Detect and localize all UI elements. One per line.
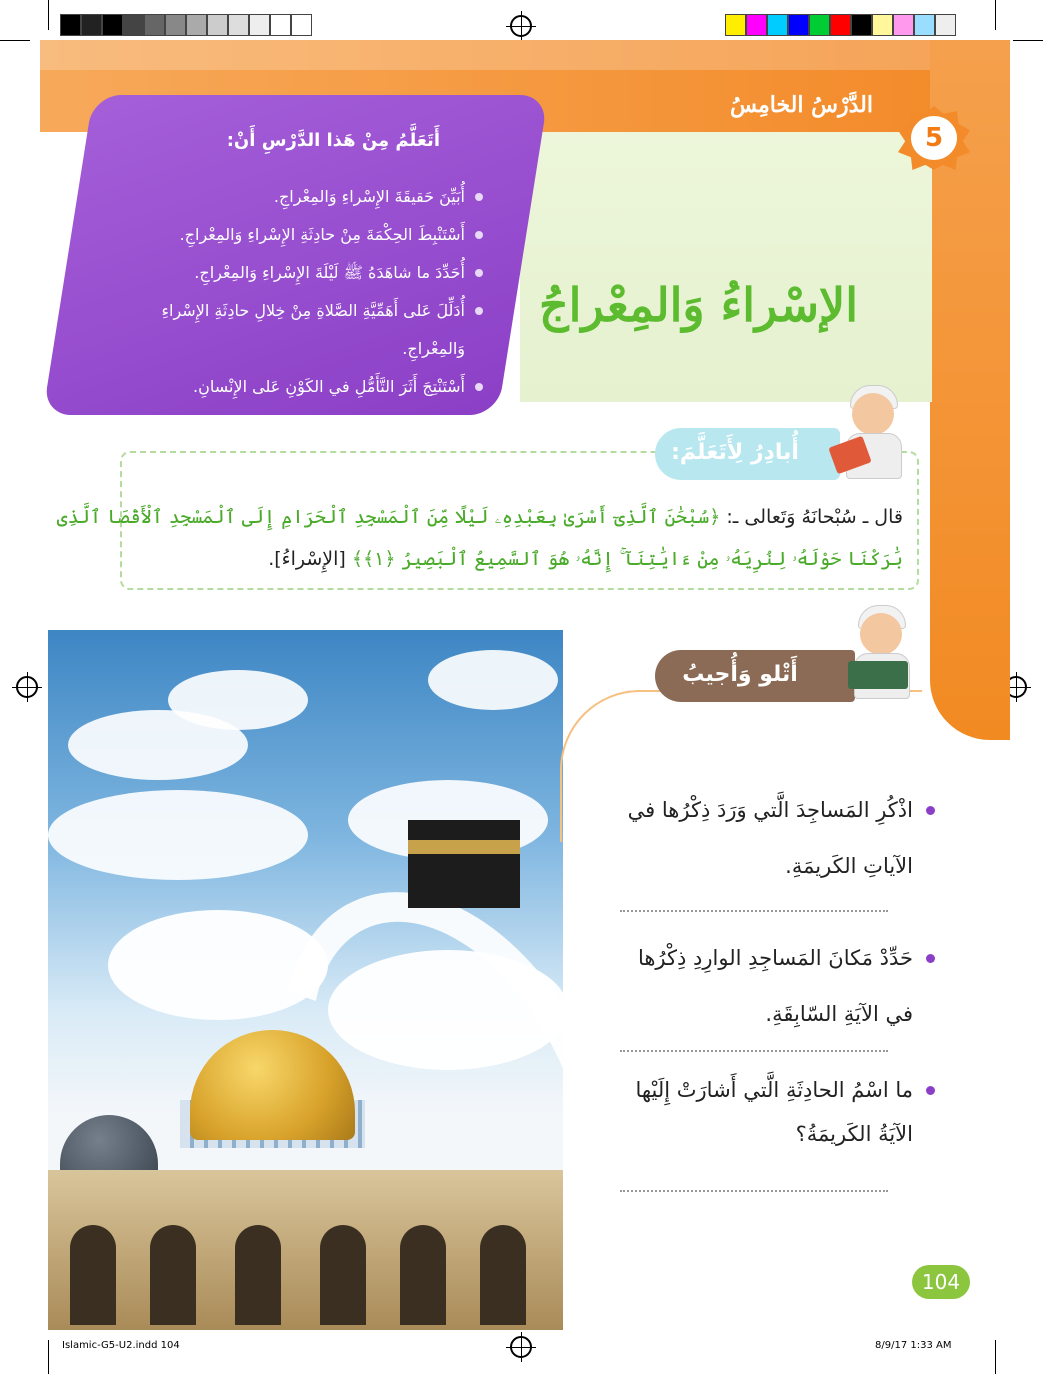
mosque-arch bbox=[235, 1225, 281, 1325]
crop-mark bbox=[1013, 40, 1043, 41]
crop-mark bbox=[995, 0, 996, 30]
lesson-title: الإسْراءُ وَالمِعْراجُ bbox=[538, 278, 858, 332]
crop-mark bbox=[995, 1340, 996, 1374]
kaaba-image bbox=[408, 820, 520, 908]
verse-line-1 bbox=[56, 506, 903, 528]
bullet-icon bbox=[475, 383, 483, 391]
bullet-icon bbox=[475, 307, 483, 315]
title-panel bbox=[520, 132, 932, 402]
bullet-icon bbox=[926, 806, 935, 815]
registration-bar-left bbox=[60, 14, 312, 36]
crop-mark bbox=[0, 40, 30, 41]
kaaba-band bbox=[408, 840, 520, 854]
verse-line-2 bbox=[123, 548, 903, 570]
hurry-tag-label: أُبادِرُ لِأَتَعَلَّمَ: bbox=[671, 440, 799, 465]
boy-reading-icon bbox=[842, 385, 904, 477]
page-number: 104 bbox=[912, 1265, 970, 1299]
crop-mark bbox=[48, 1340, 49, 1374]
objective-item: أُدَلِّلَ عَلى أَهَمِّيَّةِ الصَّلاةِ مِنْ خِلالِ حادِثَةِ الإِسْراءِ وَالمِعْراجِ. bbox=[123, 292, 483, 368]
bullet-icon bbox=[926, 954, 935, 963]
lesson-number: 5 bbox=[911, 116, 957, 160]
objectives-heading: أَتَعَلَّمُ مِنْ هَذا الدَّرْسِ أَنْ: bbox=[226, 130, 440, 151]
registration-target-icon bbox=[16, 676, 38, 698]
lesson-label: الدَّرْسُ الخامِسُ bbox=[729, 92, 873, 118]
registration-target-icon bbox=[510, 1336, 532, 1358]
bullet-icon bbox=[926, 1086, 935, 1095]
recite-tag-label: أَتْلو وَأُجيبُ bbox=[682, 662, 798, 687]
color-bar-right bbox=[725, 14, 956, 36]
bullet-icon bbox=[475, 193, 483, 201]
verse-text: ﴿سُبْحَٰنَ ٱلَّذِىٓ أَسْرَىٰ بِعَبْدِهِۦ لَيْلًا مِّنَ ٱلْمَسْجِدِ ٱلْحَرَامِ إِلَى ٱلْمَسْجِدِ ٱلْأَقْصَا ٱلَّذِى bbox=[56, 506, 721, 528]
question-2: حَدِّدْ مَكانَ المَساجِدِ الوارِدِ ذِكْرُها في الآيَةِ السّابِقَةِ. bbox=[613, 930, 913, 1042]
objectives-list bbox=[123, 178, 483, 406]
objective-item: أُبَيِّنَ حَقيقَةَ الإِسْراءِ وَالمِعْراجِ. bbox=[123, 178, 483, 216]
objective-item: أَسْتَنْتِجَ أَثَرَ التَّأَمُّلِ في الكَوْنِ عَلى الإِنْسانِ. bbox=[123, 368, 483, 406]
verse-intro: قال ـ سُبْحانَهُ وَتَعالى ـ: bbox=[726, 506, 903, 528]
objective-item: أُحَدِّدَ ما شاهَدَهُ ﷺ لَيْلَةَ الإِسْراءِ وَالمِعْراجِ. bbox=[123, 254, 483, 292]
question-3: ما اسْمُ الحادِثَةِ الَّتي أَشارَتْ إِلَيْها الآيَةُ الكَريمَةُ؟ bbox=[613, 1068, 913, 1156]
mosque-arch bbox=[70, 1225, 116, 1325]
crop-mark bbox=[48, 0, 49, 30]
answer-line[interactable] bbox=[620, 1190, 888, 1192]
answer-line[interactable] bbox=[620, 910, 888, 912]
mosque-arch bbox=[480, 1225, 526, 1325]
bullet-icon bbox=[475, 231, 483, 239]
verse-source: [الإِسْراءُ]. bbox=[268, 548, 346, 570]
bullet-icon bbox=[475, 269, 483, 277]
verse-text: بَٰرَكْنَا حَوْلَهُۥ لِنُرِيَهُۥ مِنْ ءَايَٰتِنَآ ۚ إِنَّهُۥ هُوَ ٱلسَّمِيعُ ٱلْبَصِيرُ ﴿١﴾﴾ bbox=[351, 548, 903, 570]
question-1: اذْكُرِ المَساجِدَ الَّتي وَرَدَ ذِكْرُها في الآياتِ الكَريمَةِ. bbox=[613, 782, 913, 894]
mosque-arch bbox=[400, 1225, 446, 1325]
answer-line[interactable] bbox=[620, 1050, 888, 1052]
registration-target-icon bbox=[510, 15, 532, 37]
mosque-arch bbox=[320, 1225, 366, 1325]
mosque-arch bbox=[150, 1225, 196, 1325]
boy-quran-icon bbox=[850, 605, 912, 697]
footer-file: Islamic-G5-U2.indd 104 bbox=[62, 1340, 180, 1351]
objective-item: أَسْتَنْبِطَ الحِكْمَةَ مِنْ حادِثَةِ الإِسْراءِ وَالمِعْراجِ. bbox=[123, 216, 483, 254]
footer-date: 8/9/17 1:33 AM bbox=[875, 1340, 952, 1351]
